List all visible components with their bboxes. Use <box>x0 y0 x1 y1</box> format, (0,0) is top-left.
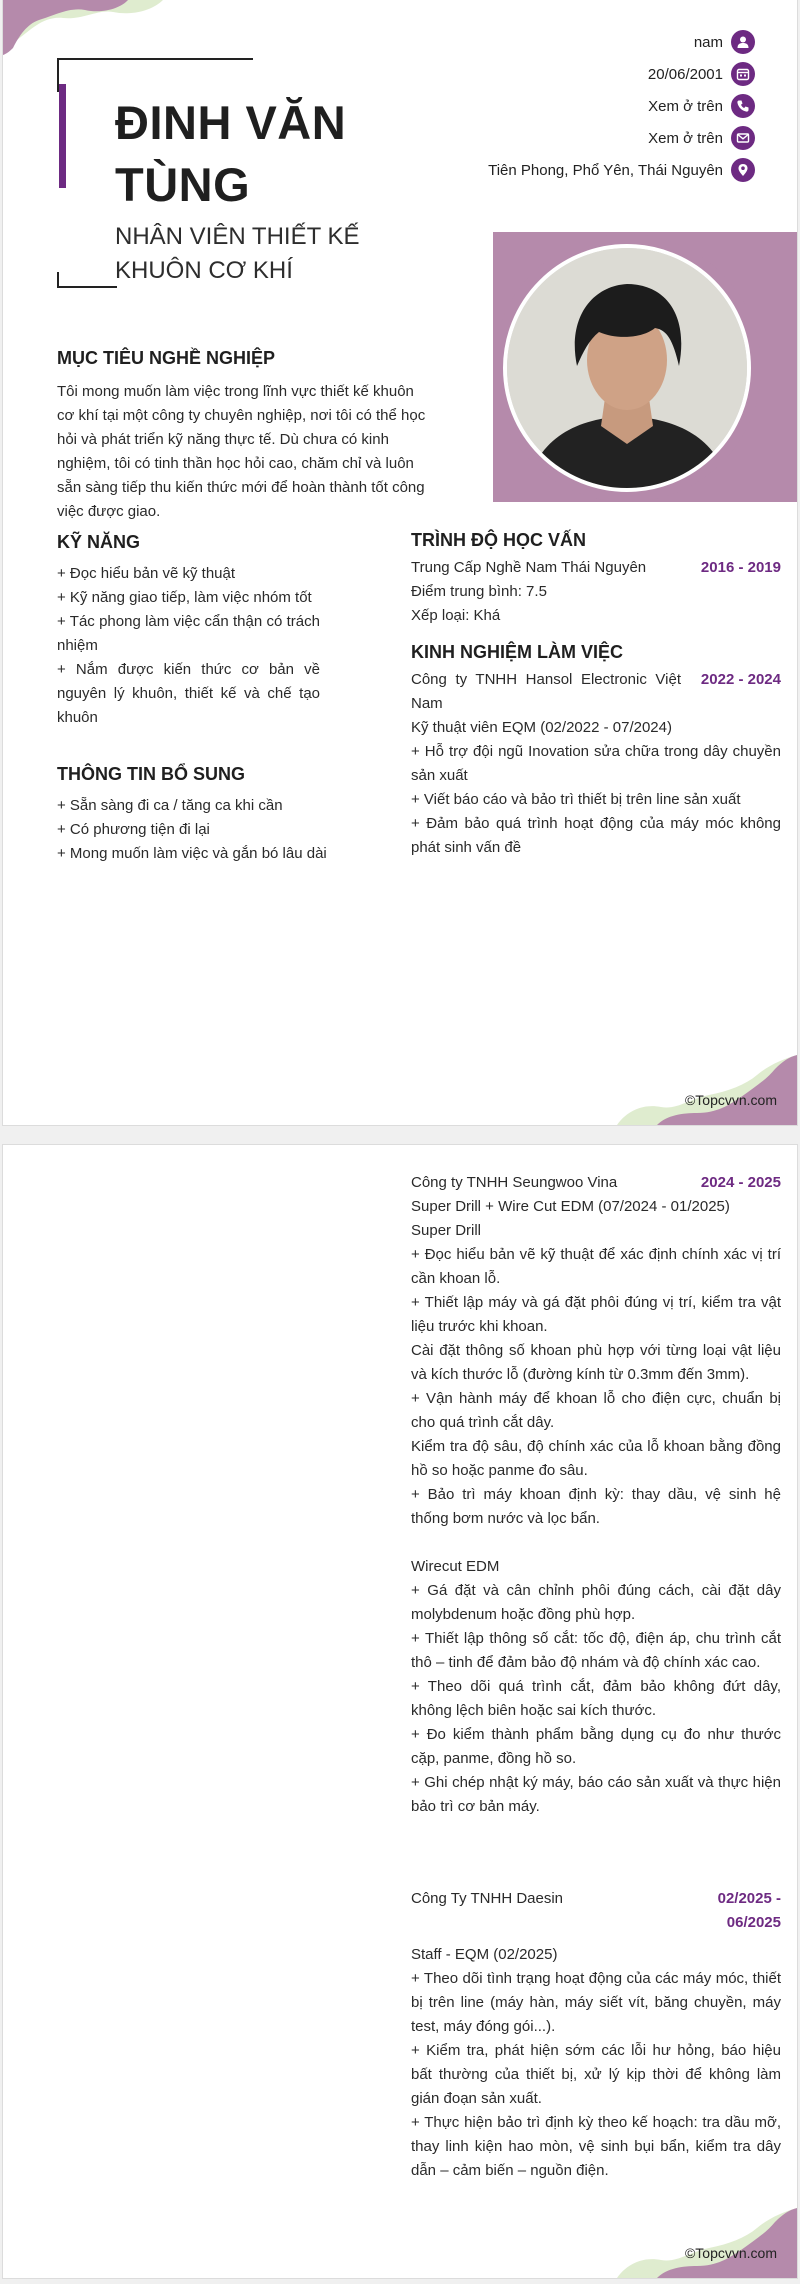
contact-text: Xem ở trên <box>648 129 723 147</box>
contact-text: nam <box>693 33 723 51</box>
contact-address <box>488 158 755 182</box>
name-line: TÙNG <box>115 158 251 211</box>
footer-copyright: ©Topcvvn.com <box>684 1092 777 1108</box>
skill-item: + Đọc hiểu bản vẽ kỹ thuật <box>57 565 236 582</box>
education-years: 2016 - 2019 <box>700 559 781 576</box>
company-name: Công ty TNHH Hansol Electronic Việt Nam <box>411 671 681 712</box>
education-rank: Xếp loại: Khá <box>411 607 501 624</box>
job-years: 2024 - 2025 <box>700 1174 781 1191</box>
job-header <box>411 1171 781 1195</box>
job-detail: Cài đặt thông số khoan phù hợp với từng loại vật liệu và kích thước lỗ (đường kính từ 0.3mm đến 3mm). <box>411 1342 781 1383</box>
job-detail: Super Drill + Wire Cut EDM (07/2024 - 01/2025) <box>411 1198 730 1215</box>
contact-gender <box>694 30 755 54</box>
name-line: ĐINH VĂN <box>115 96 347 149</box>
contact-phone <box>648 94 755 118</box>
corner-decoration-top <box>3 0 163 60</box>
job-title <box>115 220 360 288</box>
skill-item: + Tác phong làm việc cẩn thận có trách nhiệm <box>57 613 320 654</box>
corner-decoration-bottom <box>617 2208 797 2278</box>
blank-line <box>411 1531 781 1555</box>
job-detail: + Đọc hiểu bản vẽ kỹ thuật để xác định chính xác vị trí cần khoan lỗ. <box>411 1246 781 1287</box>
job-detail: Staff - EQM (02/2025) <box>411 1946 558 1963</box>
extra-list <box>57 794 327 866</box>
section-title-objective: MỤC TIÊU NGHỀ NGHIỆP <box>57 348 276 368</box>
text-line: hỏi và phát triển kỹ năng thực tế. Dù chưa có kinh <box>57 431 389 448</box>
job-detail: Super Drill <box>411 1222 482 1239</box>
cv-page-1 <box>3 0 797 1125</box>
frame-line <box>57 58 253 60</box>
cv-page-2 <box>3 1145 797 2278</box>
skills-list <box>57 562 320 730</box>
school-name: Trung Cấp Nghề Nam Thái Nguyên <box>411 559 647 576</box>
job-detail: + Ghi chép nhật ký máy, báo cáo sản xuất và thực hiện bảo trì cơ bản máy. <box>411 1774 781 1815</box>
contact-email <box>648 126 755 150</box>
job-entry <box>411 1171 781 1819</box>
job-header <box>411 1887 781 1935</box>
job-detail: + Thiết lập máy và gá đặt phôi đúng vị trí, kiểm tra vật liệu trước khi khoan. <box>411 1294 781 1335</box>
extra-item: + Mong muốn làm việc và gắn bó lâu dài <box>57 845 327 862</box>
text-line: việc được giao. <box>57 503 161 520</box>
user-icon <box>731 30 755 54</box>
section-title-education: TRÌNH ĐỘ HỌC VẤN <box>411 530 586 550</box>
section-title-extra: THÔNG TIN BỔ SUNG <box>57 764 245 784</box>
job-detail: + Đo kiểm thành phẩm bằng dụng cụ đo như thước cặp, panme, đồng hồ so. <box>411 1726 781 1767</box>
job-years: 02/2025 - 06/2025 <box>717 1890 781 1931</box>
contact-text: 20/06/2001 <box>647 65 723 83</box>
extra-item: + Sẵn sàng đi ca / tăng ca khi cần <box>57 797 283 814</box>
job-entry <box>411 668 781 860</box>
job-detail: + Hỗ trợ đội ngũ Inovation sửa chữa trong dây chuyền sản xuất <box>411 743 781 784</box>
job-detail: Kiểm tra độ sâu, độ chính xác của lỗ khoan bằng đồng hồ so hoặc panme đo sâu. <box>411 1438 781 1479</box>
education-gpa: Điểm trung bình: 7.5 <box>411 583 547 600</box>
text-line: cơ khí tại một công ty chuyên nghiệp, nơi tôi có thể học <box>57 407 426 424</box>
accent-bar <box>59 84 66 188</box>
job-detail: + Theo dõi tình trạng hoạt động của các máy móc, thiết bị trên line (máy hàn, máy siết vít, băng chuyền, máy test, máy đóng gói...). <box>411 1970 781 2035</box>
contact-text: Tiên Phong, Phổ Yên, Thái Nguyên <box>488 161 723 179</box>
location-icon <box>731 158 755 182</box>
footer-copyright: ©Topcvvn.com <box>684 2245 777 2261</box>
extra-item: + Có phương tiện đi lại <box>57 821 210 838</box>
job-detail: + Thực hiện bảo trì định kỳ theo kế hoạch: tra dầu mỡ, thay linh kiện hao mòn, vệ sinh bụi bẩn, kiểm tra dây dẫn – cảm biến – nguồn điện. <box>411 2114 781 2179</box>
text-line: Tôi mong muốn làm việc trong lĩnh vực thiết kế khuôn <box>57 383 414 400</box>
education-header <box>411 556 781 580</box>
calendar-icon <box>731 62 755 86</box>
job-detail: Wirecut EDM <box>411 1558 500 1575</box>
contact-birthdate <box>648 62 755 86</box>
phone-icon <box>731 94 755 118</box>
frame-line <box>57 286 117 288</box>
corner-decoration-bottom <box>617 1055 797 1125</box>
email-icon <box>731 126 755 150</box>
job-detail: Kỹ thuật viên EQM (02/2022 - 07/2024) <box>411 719 672 736</box>
contact-text: Xem ở trên <box>648 97 723 115</box>
skill-item: + Nắm được kiến thức cơ bản về nguyên lý khuôn, thiết kế và chế tạo khuôn <box>57 661 320 726</box>
job-title-line: KHUÔN CƠ KHÍ <box>115 257 293 284</box>
section-title-experience: KINH NGHIỆM LÀM VIỆC <box>411 642 624 662</box>
job-detail: + Viết báo cáo và bảo trì thiết bị trên line sản xuất <box>411 791 741 808</box>
education-block <box>411 556 781 628</box>
job-entry <box>411 1887 781 2183</box>
job-detail: + Thiết lập thông số cắt: tốc độ, điện áp, chu trình cắt thô – tinh để đảm bảo độ nhám và độ chính xác cao. <box>411 1630 781 1671</box>
job-detail: + Vận hành máy để khoan lỗ cho điện cực, chuẩn bị cho quá trình cắt dây. <box>411 1390 781 1431</box>
job-detail: + Kiểm tra, phát hiện sớm các lỗi hư hỏng, báo hiệu bất thường của thiết bị, xử lý kịp thời để không làm gián đoạn sản xuất. <box>411 2042 781 2107</box>
job-title-line: NHÂN VIÊN THIẾT KẾ <box>115 223 360 250</box>
text-line: sẵn sàng tiếp thu kiến thức mới để hoàn thành tốt công <box>57 479 425 496</box>
job-detail: + Theo dõi quá trình cắt, đảm bảo không đứt dây, không lệch biên hoặc sai kích thước. <box>411 1678 781 1719</box>
job-detail: + Gá đặt và cân chỉnh phôi đúng cách, cài đặt dây molybdenum hoặc đồng phù hợp. <box>411 1582 781 1623</box>
company-name: Công Ty TNHH Daesin <box>411 1890 564 1907</box>
skill-item: + Kỹ năng giao tiếp, làm việc nhóm tốt <box>57 589 312 606</box>
profile-photo <box>503 244 751 492</box>
job-header <box>411 668 781 716</box>
objective-text <box>57 380 477 524</box>
candidate-name <box>115 92 346 216</box>
company-name: Công ty TNHH Seungwoo Vina <box>411 1174 618 1191</box>
job-years: 2022 - 2024 <box>700 671 781 688</box>
job-detail: + Đảm bảo quá trình hoạt động của máy móc không phát sinh vấn đề <box>411 815 781 856</box>
text-line: nghiệm, tôi có tinh thần học hỏi cao, chăm chỉ và luôn <box>57 455 414 472</box>
section-title-skills: KỸ NĂNG <box>57 532 141 552</box>
job-detail: + Bảo trì máy khoan định kỳ: thay dầu, vệ sinh hệ thống bơm nước và lọc bẩn. <box>411 1486 781 1527</box>
